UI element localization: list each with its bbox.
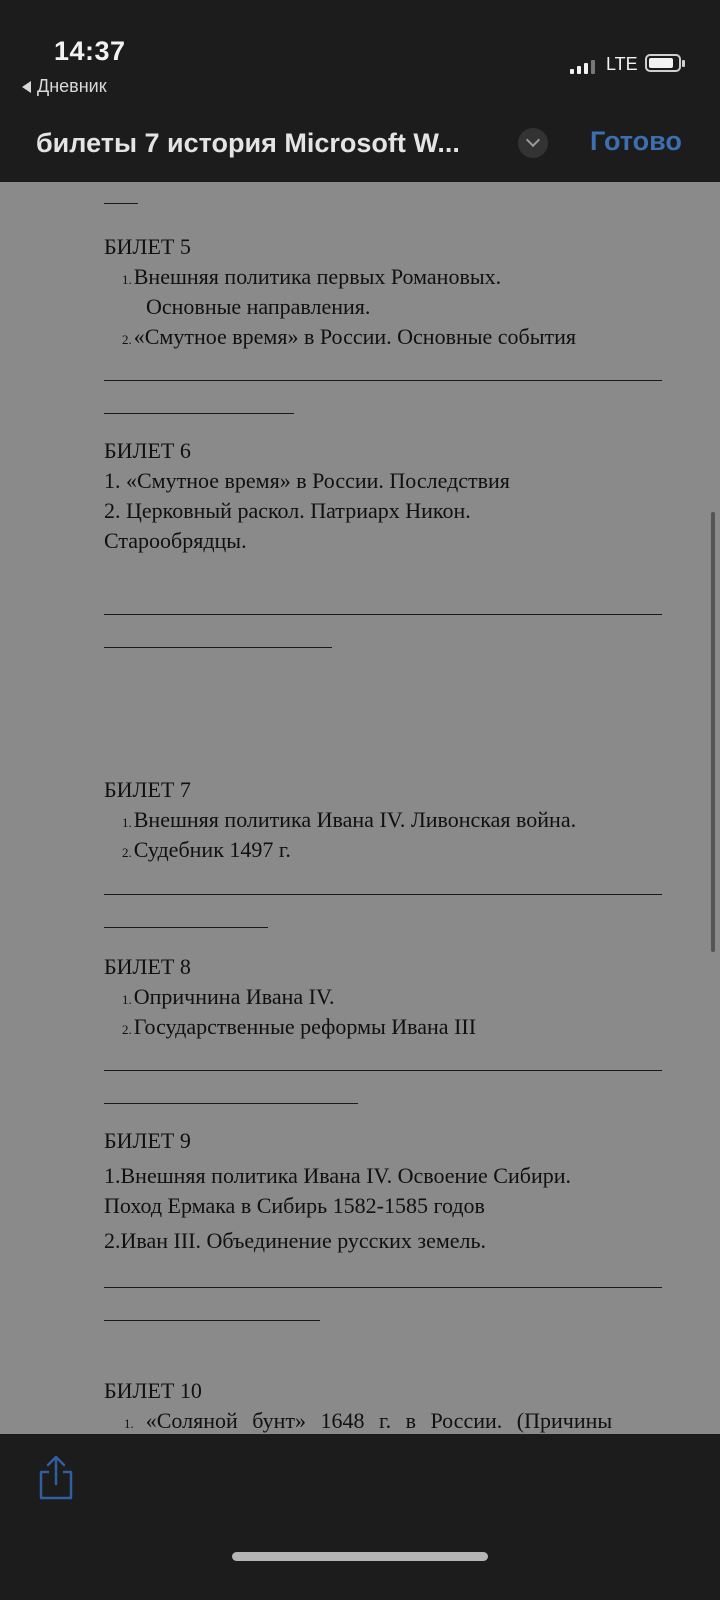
- bottom-toolbar: [0, 1434, 720, 1600]
- battery-icon: [645, 54, 681, 72]
- ticket-8-item-1: 1.Опричнина Ивана IV.: [122, 984, 335, 1009]
- ticket-6-item-2-cont: Старообрядцы.: [104, 528, 247, 553]
- ticket-5-heading: БИЛЕТ 5: [104, 234, 191, 259]
- ticket-8-heading: БИЛЕТ 8: [104, 954, 191, 979]
- network-type: LTE: [606, 54, 638, 74]
- divider-line: [104, 894, 662, 895]
- back-arrow-icon: [22, 81, 31, 93]
- ticket-9-item-2: 2.Иван III. Объединение русских земель.: [104, 1228, 487, 1253]
- divider-line: [104, 1320, 320, 1321]
- divider-line: [104, 614, 662, 615]
- ticket-10-item-1: 1. «Соляной бунт» 1648 г. в России. (Причины: [124, 1408, 613, 1433]
- ticket-7-item-2: 2.Судебник 1497 г.: [122, 837, 291, 862]
- document-title[interactable]: билеты 7 история Microsoft W...: [36, 128, 460, 158]
- clock: 14:37: [54, 36, 126, 66]
- signal-strength-icon: [570, 58, 595, 74]
- divider-line: [104, 927, 268, 928]
- ticket-6-heading: БИЛЕТ 6: [104, 438, 191, 463]
- ticket-7-heading: БИЛЕТ 7: [104, 777, 191, 802]
- divider-line: [104, 1103, 358, 1104]
- back-to-app-link[interactable]: [22, 76, 107, 97]
- scrollbar[interactable]: [711, 512, 715, 952]
- divider-line: [104, 647, 332, 648]
- ticket-6-item-2: 2. Церковный раскол. Патриарх Никон.: [104, 498, 471, 523]
- ticket-5-item-1: 1.Внешняя политика первых Романовых.: [122, 264, 502, 289]
- back-app-label: Дневник: [37, 76, 107, 96]
- navigation-bar: [0, 112, 720, 182]
- ticket-7-item-1: 1.Внешняя политика Ивана IV. Ливонская война.: [122, 807, 577, 832]
- home-indicator[interactable]: [232, 1552, 488, 1561]
- share-icon[interactable]: [36, 1454, 76, 1502]
- status-bar: [0, 0, 720, 112]
- divider-line: [104, 413, 294, 414]
- divider-line: [104, 203, 138, 204]
- document-viewer[interactable]: [0, 182, 720, 1434]
- ticket-6-item-1: 1. «Смутное время» в России. Последствия: [104, 468, 510, 493]
- ticket-9-heading: БИЛЕТ 9: [104, 1128, 191, 1153]
- divider-line: [104, 380, 662, 381]
- ticket-5-item-2: 2.«Смутное время» в России. Основные события: [122, 324, 577, 349]
- divider-line: [104, 1287, 662, 1288]
- ticket-8-item-2: 2.Государственные реформы Ивана III: [122, 1014, 477, 1039]
- ticket-9-item-1-cont: Поход Ермака в Сибирь 1582-1585 годов: [104, 1193, 485, 1218]
- divider-line: [104, 1070, 662, 1071]
- ticket-10-heading: БИЛЕТ 10: [104, 1378, 202, 1403]
- done-button[interactable]: Готово: [590, 126, 682, 156]
- chevron-down-icon: [526, 133, 540, 147]
- title-menu-button[interactable]: [518, 128, 548, 158]
- ticket-5-item-1-cont: Основные направления.: [146, 294, 371, 319]
- ticket-9-item-1: 1.Внешняя политика Ивана IV. Освоение Сибири.: [104, 1163, 571, 1188]
